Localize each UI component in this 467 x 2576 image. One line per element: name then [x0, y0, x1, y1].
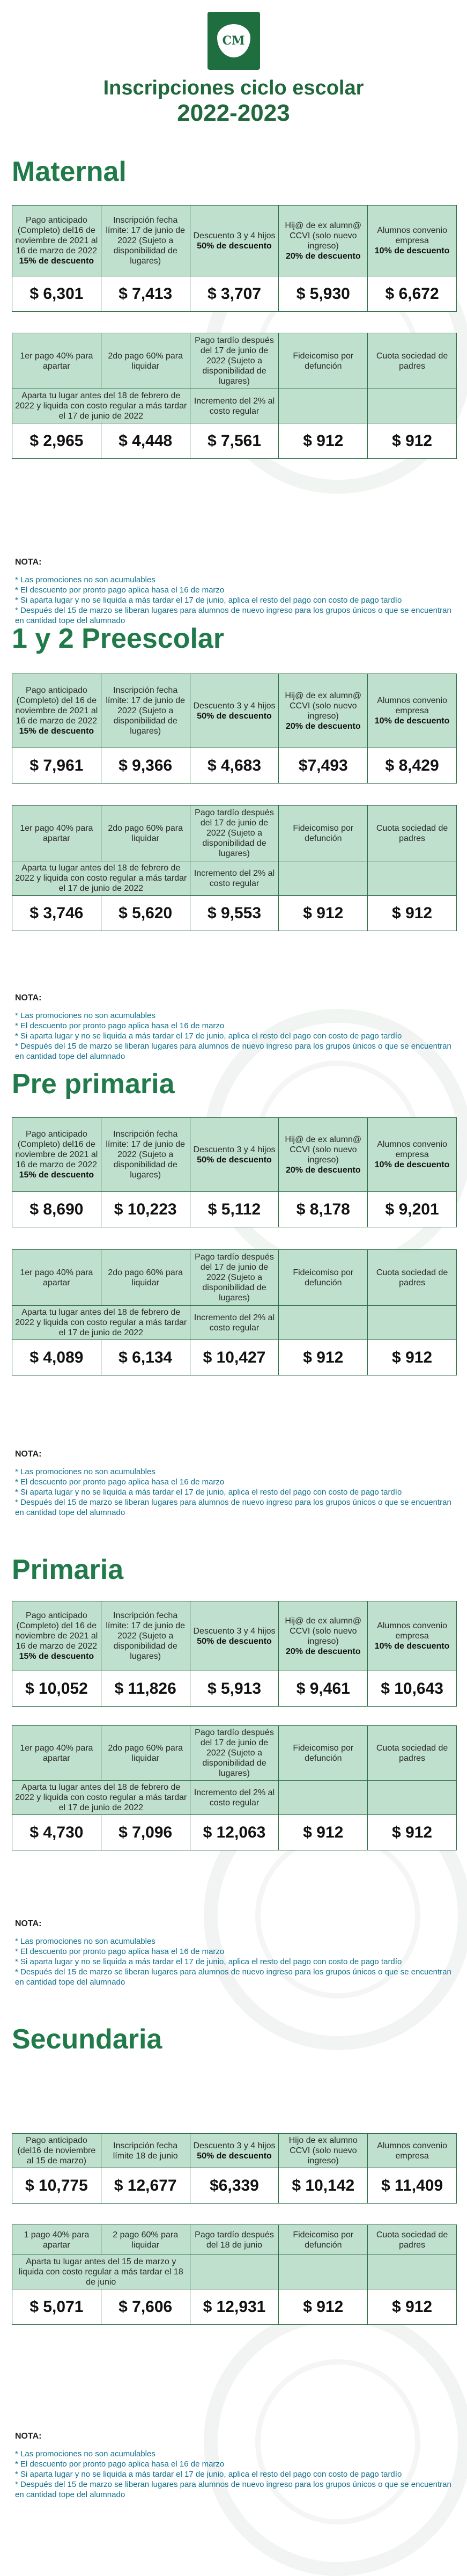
label-descuento-hijos: Descuento 3 y 4 hijos 50% de descuento — [190, 674, 279, 748]
label-primer-pago: 1 pago 40% para apartar — [12, 2225, 101, 2255]
price-cell: $ 912 — [368, 1815, 457, 1850]
price-cell: $ 7,606 — [101, 2289, 190, 2325]
price-cell: $ 4,089 — [12, 1340, 101, 1375]
section-title: Secundaria — [12, 2024, 162, 2055]
price-cell: $ 912 — [279, 1815, 368, 1850]
empty-cell — [368, 861, 457, 896]
label-pago-anticipado: Pago anticipado (Completo) del 16 de noviembre de 2021 al 16 de marzo de 2022 15% de descuento — [12, 1601, 101, 1671]
label-ex-alumno: Hij@ de ex alumn@ CCVI (solo nuevo ingreso) 20% de descuento — [279, 1118, 368, 1192]
label-pago-tardio: Pago tardío después del 17 de junio de 2022 (Sujeto a disponibilidad de lugares) — [190, 806, 279, 861]
label-cuota-padres: Cuota sociedad de padres — [368, 806, 457, 861]
price-cell: $ 5,930 — [279, 276, 368, 312]
label-ex-alumno: Hij@ de ex alumn@ CCVI (solo nuevo ingreso) 20% de descuento — [279, 674, 368, 748]
note-line: * Después del 15 de marzo se liberan lugares para alumnos de nuevo ingreso para los grupos únicos o que se encuentran en cantidad tope del alumnado — [15, 1967, 451, 1987]
price-cell: $ 8,429 — [368, 748, 457, 784]
price-cell: $ 4,448 — [101, 423, 190, 459]
price-cell: $ 10,427 — [190, 1340, 279, 1375]
note-line: * Las promociones no son acumulables — [15, 575, 155, 584]
notes-block — [15, 557, 460, 626]
label-pago-anticipado: Pago anticipado (del16 de noviembre al 15 de marzo) — [12, 2134, 101, 2168]
label-segundo-pago: 2do pago 60% para liquidar — [101, 333, 190, 389]
price-cell: $ 10,052 — [12, 1671, 101, 1707]
notes-block — [15, 1919, 460, 1987]
section-secundaria — [0, 2023, 467, 2533]
note-line: * El descuento por pronto pago aplica hasa el 16 de marzo — [15, 1021, 225, 1030]
fees-table-payments — [12, 2224, 457, 2325]
price-cell: $6,339 — [190, 2168, 279, 2204]
page-header — [0, 0, 467, 126]
label-inscripcion: Inscripción fecha límite: 17 de junio de 2022 (Sujeto a disponibilidad de lugares) — [101, 1601, 190, 1671]
empty-cell — [279, 861, 368, 896]
nota-label: NOTA: — [15, 558, 42, 567]
price-cell: $7,493 — [279, 748, 368, 784]
label-segundo-pago: 2do pago 60% para liquidar — [101, 1726, 190, 1781]
empty-cell — [368, 1306, 457, 1340]
price-cell: $ 912 — [368, 423, 457, 459]
label-ex-alumno: Hij@ de ex alumn@ CCVI (solo nuevo ingreso) 20% de descuento — [279, 1601, 368, 1671]
section-title: Maternal — [12, 156, 127, 187]
label-convenio: Alumnos convenio empresa — [368, 2134, 457, 2168]
label-pago-anticipado: Pago anticipado (Completo) del16 de noviembre de 2021 al 16 de marzo de 2022 15% de descuento — [12, 1118, 101, 1192]
price-cell: $ 9,553 — [190, 896, 279, 931]
label-primer-pago: 1er pago 40% para apartar — [12, 1726, 101, 1781]
note-line: * El descuento por pronto pago aplica hasa el 16 de marzo — [15, 1947, 225, 1956]
note-line: * Las promociones no son acumulables — [15, 2449, 155, 2458]
section-maternal — [0, 156, 467, 625]
apartar-note: Aparta tu lugar antes del 15 de marzo y liquida con costo regular a más tardar el 18 de junio — [12, 2255, 190, 2289]
price-cell: $ 912 — [368, 2289, 457, 2325]
label-inscripcion: Inscripción fecha límite: 17 de junio de 2022 (Sujeto a disponibilidad de lugares) — [101, 1118, 190, 1192]
price-cell: $ 7,561 — [190, 423, 279, 459]
empty-cell — [190, 2255, 279, 2289]
label-convenio: Alumnos convenio empresa 10% de descuento — [368, 674, 457, 748]
price-cell: $ 11,826 — [101, 1671, 190, 1707]
label-fideicomiso: Fideicomiso por defunción — [279, 1250, 368, 1306]
label-pago-tardio: Pago tardío después del 18 de junio — [190, 2225, 279, 2255]
nota-label: NOTA: — [15, 993, 42, 1002]
fees-table-main — [12, 205, 457, 312]
notes-block — [15, 1449, 460, 1518]
label-convenio: Alumnos convenio empresa 10% de descuento — [368, 1118, 457, 1192]
section-preescolar — [0, 623, 467, 1061]
price-cell: $ 2,965 — [12, 423, 101, 459]
fees-table-main — [12, 1117, 457, 1227]
price-cell: $ 5,112 — [190, 1192, 279, 1227]
price-cell: $ 10,223 — [101, 1192, 190, 1227]
empty-cell — [279, 2255, 368, 2289]
price-cell: $ 912 — [279, 2289, 368, 2325]
empty-cell — [279, 389, 368, 423]
empty-cell — [279, 1781, 368, 1815]
price-cell: $ 6,301 — [12, 276, 101, 312]
price-cell: $ 12,063 — [190, 1815, 279, 1850]
label-cuota-padres: Cuota sociedad de padres — [368, 2225, 457, 2255]
note-line: * Si aparta lugar y no se liquida a más tardar el 17 de junio, aplica el resto del pago con costo de pago tardío — [15, 596, 402, 605]
price-cell: $ 4,683 — [190, 748, 279, 784]
notes-block — [15, 993, 460, 1062]
label-descuento-hijos: Descuento 3 y 4 hijos 50% de descuento — [190, 206, 279, 276]
nota-label: NOTA: — [15, 2432, 42, 2441]
empty-cell — [368, 389, 457, 423]
label-segundo-pago: 2 pago 60% para liquidar — [101, 2225, 190, 2255]
apartar-note: Aparta tu lugar antes del 18 de febrero de 2022 y liquida con costo regular a más tardar el 17 de junio de 2022 — [12, 861, 190, 896]
price-cell: $ 912 — [368, 1340, 457, 1375]
price-cell: $ 9,201 — [368, 1192, 457, 1227]
note-line: * Después del 15 de marzo se liberan lugares para alumnos de nuevo ingreso para los grupos únicos o que se encuentran en cantidad tope del alumnado — [15, 2480, 451, 2499]
label-descuento-hijos: Descuento 3 y 4 hijos 50% de descuento — [190, 1118, 279, 1192]
section-title: Pre primaria — [12, 1069, 175, 1100]
label-primer-pago: 1er pago 40% para apartar — [12, 333, 101, 389]
label-cuota-padres: Cuota sociedad de padres — [368, 1726, 457, 1781]
apartar-note: Aparta tu lugar antes del 18 de febrero de 2022 y liquida con costo regular a más tardar el 17 de junio de 2022 — [12, 1781, 190, 1815]
label-fideicomiso: Fideicomiso por defunción — [279, 333, 368, 389]
price-cell: $ 8,178 — [279, 1192, 368, 1227]
note-line: * Si aparta lugar y no se liquida a más tardar el 17 de junio, aplica el resto del pago con costo de pago tardío — [15, 2470, 402, 2479]
label-pago-tardio: Pago tardío después del 17 de junio de 2022 (Sujeto a disponibilidad de lugares) — [190, 333, 279, 389]
fees-table-payments — [12, 805, 457, 931]
empty-cell — [368, 1781, 457, 1815]
note-line: * El descuento por pronto pago aplica hasa el 16 de marzo — [15, 2460, 225, 2469]
incremento-note: Incremento del 2% al costo regular — [190, 1306, 279, 1340]
price-cell: $ 5,620 — [101, 896, 190, 931]
section-primaria — [0, 1554, 467, 2015]
incremento-note: Incremento del 2% al costo regular — [190, 861, 279, 896]
label-pago-anticipado: Pago anticipado (Completo) del16 de noviembre de 2021 al 16 de marzo de 2022 15% de descuento — [12, 206, 101, 276]
note-line: * Después del 15 de marzo se liberan lugares para alumnos de nuevo ingreso para los grupos únicos o que se encuentran en cantidad tope del alumnado — [15, 1498, 451, 1517]
nota-label: NOTA: — [15, 1450, 42, 1459]
note-line: * Después del 15 de marzo se liberan lugares para alumnos de nuevo ingreso para los grupos únicos o que se encuentran en cantidad tope del alumnado — [15, 1042, 451, 1061]
price-cell: $ 912 — [279, 423, 368, 459]
price-cell: $ 12,931 — [190, 2289, 279, 2325]
label-pago-tardio: Pago tardío después del 17 de junio de 2022 (Sujeto a disponibilidad de lugares) — [190, 1250, 279, 1306]
empty-cell — [368, 2255, 457, 2289]
price-cell: $ 6,134 — [101, 1340, 190, 1375]
label-ex-alumno: Hij@ de ex alumn@ CCVI (solo nuevo ingreso) 20% de descuento — [279, 206, 368, 276]
price-cell: $ 9,461 — [279, 1671, 368, 1707]
label-segundo-pago: 2do pago 60% para liquidar — [101, 806, 190, 861]
note-line: * Si aparta lugar y no se liquida a más tardar el 17 de junio, aplica el resto del pago con costo de pago tardío — [15, 1488, 402, 1497]
apartar-note: Aparta tu lugar antes del 18 de febrero de 2022 y liquida con costo regular a más tardar el 17 de junio de 2022 — [12, 1306, 190, 1340]
price-cell: $ 6,672 — [368, 276, 457, 312]
label-segundo-pago: 2do pago 60% para liquidar — [101, 1250, 190, 1306]
label-pago-tardio: Pago tardío después del 17 de junio de 2022 (Sujeto a disponibilidad de lugares) — [190, 1726, 279, 1781]
price-cell: $ 10,142 — [279, 2168, 368, 2204]
apartar-note: Aparta tu lugar antes del 18 de febrero de 2022 y liquida con costo regular a más tardar el 17 de junio de 2022 — [12, 389, 190, 423]
fees-table-payments — [12, 333, 457, 459]
price-cell: $ 912 — [368, 896, 457, 931]
section-title: 1 y 2 Preescolar — [12, 623, 225, 654]
label-cuota-padres: Cuota sociedad de padres — [368, 333, 457, 389]
fees-table-payments — [12, 1249, 457, 1375]
price-cell: $ 12,677 — [101, 2168, 190, 2204]
price-cell: $ 5,071 — [12, 2289, 101, 2325]
fees-table-main — [12, 674, 457, 784]
price-cell: $ 912 — [279, 896, 368, 931]
label-convenio: Alumnos convenio empresa 10% de descuento — [368, 1601, 457, 1671]
label-descuento-hijos: Descuento 3 y 4 hijos 50% de descuento — [190, 1601, 279, 1671]
fees-table-payments — [12, 1725, 457, 1850]
price-cell: $ 10,775 — [12, 2168, 101, 2204]
label-inscripcion: Inscripción fecha límite: 17 de junio de 2022 (Sujeto a disponibilidad de lugares) — [101, 674, 190, 748]
note-line: * Si aparta lugar y no se liquida a más tardar el 17 de junio, aplica el resto del pago con costo de pago tardío — [15, 1031, 402, 1041]
price-cell: $ 3,746 — [12, 896, 101, 931]
note-line: * Las promociones no son acumulables — [15, 1011, 155, 1020]
incremento-note: Incremento del 2% al costo regular — [190, 389, 279, 423]
price-cell: $ 8,690 — [12, 1192, 101, 1227]
label-fideicomiso: Fideicomiso por defunción — [279, 806, 368, 861]
label-primer-pago: 1er pago 40% para apartar — [12, 806, 101, 861]
note-line: * Las promociones no son acumulables — [15, 1937, 155, 1946]
label-fideicomiso: Fideicomiso por defunción — [279, 1726, 368, 1781]
price-cell: $ 7,096 — [101, 1815, 190, 1850]
label-inscripcion: Inscripción fecha límite: 17 de junio de 2022 (Sujeto a disponibilidad de lugares) — [101, 206, 190, 276]
price-cell: $ 10,643 — [368, 1671, 457, 1707]
fees-table-main — [12, 1601, 457, 1707]
school-year: 2022-2023 — [177, 100, 290, 126]
price-cell: $ 7,961 — [12, 748, 101, 784]
empty-cell — [279, 1306, 368, 1340]
label-descuento-hijos: Descuento 3 y 4 hijos 50% de descuento — [190, 2134, 279, 2168]
price-cell: $ 7,413 — [101, 276, 190, 312]
price-cell: $ 912 — [279, 1340, 368, 1375]
price-cell: $ 3,707 — [190, 276, 279, 312]
price-cell: $ 4,730 — [12, 1815, 101, 1850]
fees-table-main — [12, 2133, 457, 2204]
page-title: Inscripciones ciclo escolar — [103, 77, 364, 99]
label-convenio: Alumnos convenio empresa 10% de descuento — [368, 206, 457, 276]
label-pago-anticipado: Pago anticipado (Completo) del 16 de noviembre de 2021 al 16 de marzo de 2022 15% de descuento — [12, 674, 101, 748]
price-cell: $ 11,409 — [368, 2168, 457, 2204]
shield-icon: CM — [217, 24, 250, 57]
label-ex-alumno: Hijo de ex alumno CCVI (solo nuevo ingreso) — [279, 2134, 368, 2168]
note-line: * Las promociones no son acumulables — [15, 1467, 155, 1476]
note-line: * Si aparta lugar y no se liquida a más tardar el 17 de junio, aplica el resto del pago con costo de pago tardío — [15, 1957, 402, 1966]
label-fideicomiso: Fideicomiso por defunción — [279, 2225, 368, 2255]
school-logo — [207, 12, 260, 70]
label-inscripcion: Inscripción fecha límite 18 de junio — [101, 2134, 190, 2168]
note-line: * El descuento por pronto pago aplica hasa el 16 de marzo — [15, 1477, 225, 1487]
label-cuota-padres: Cuota sociedad de padres — [368, 1250, 457, 1306]
section-preprimaria — [0, 1068, 467, 1524]
section-title: Primaria — [12, 1554, 124, 1585]
price-cell: $ 5,913 — [190, 1671, 279, 1707]
label-primer-pago: 1er pago 40% para apartar — [12, 1250, 101, 1306]
incremento-note: Incremento del 2% al costo regular — [190, 1781, 279, 1815]
price-cell: $ 9,366 — [101, 748, 190, 784]
note-line: * El descuento por pronto pago aplica hasa el 16 de marzo — [15, 586, 225, 595]
notes-block — [15, 2431, 460, 2500]
nota-label: NOTA: — [15, 1919, 42, 1928]
note-line: * Después del 15 de marzo se liberan lugares para alumnos de nuevo ingreso para los grupos únicos o que se encuentran en cantidad tope del alumnado — [15, 606, 451, 625]
